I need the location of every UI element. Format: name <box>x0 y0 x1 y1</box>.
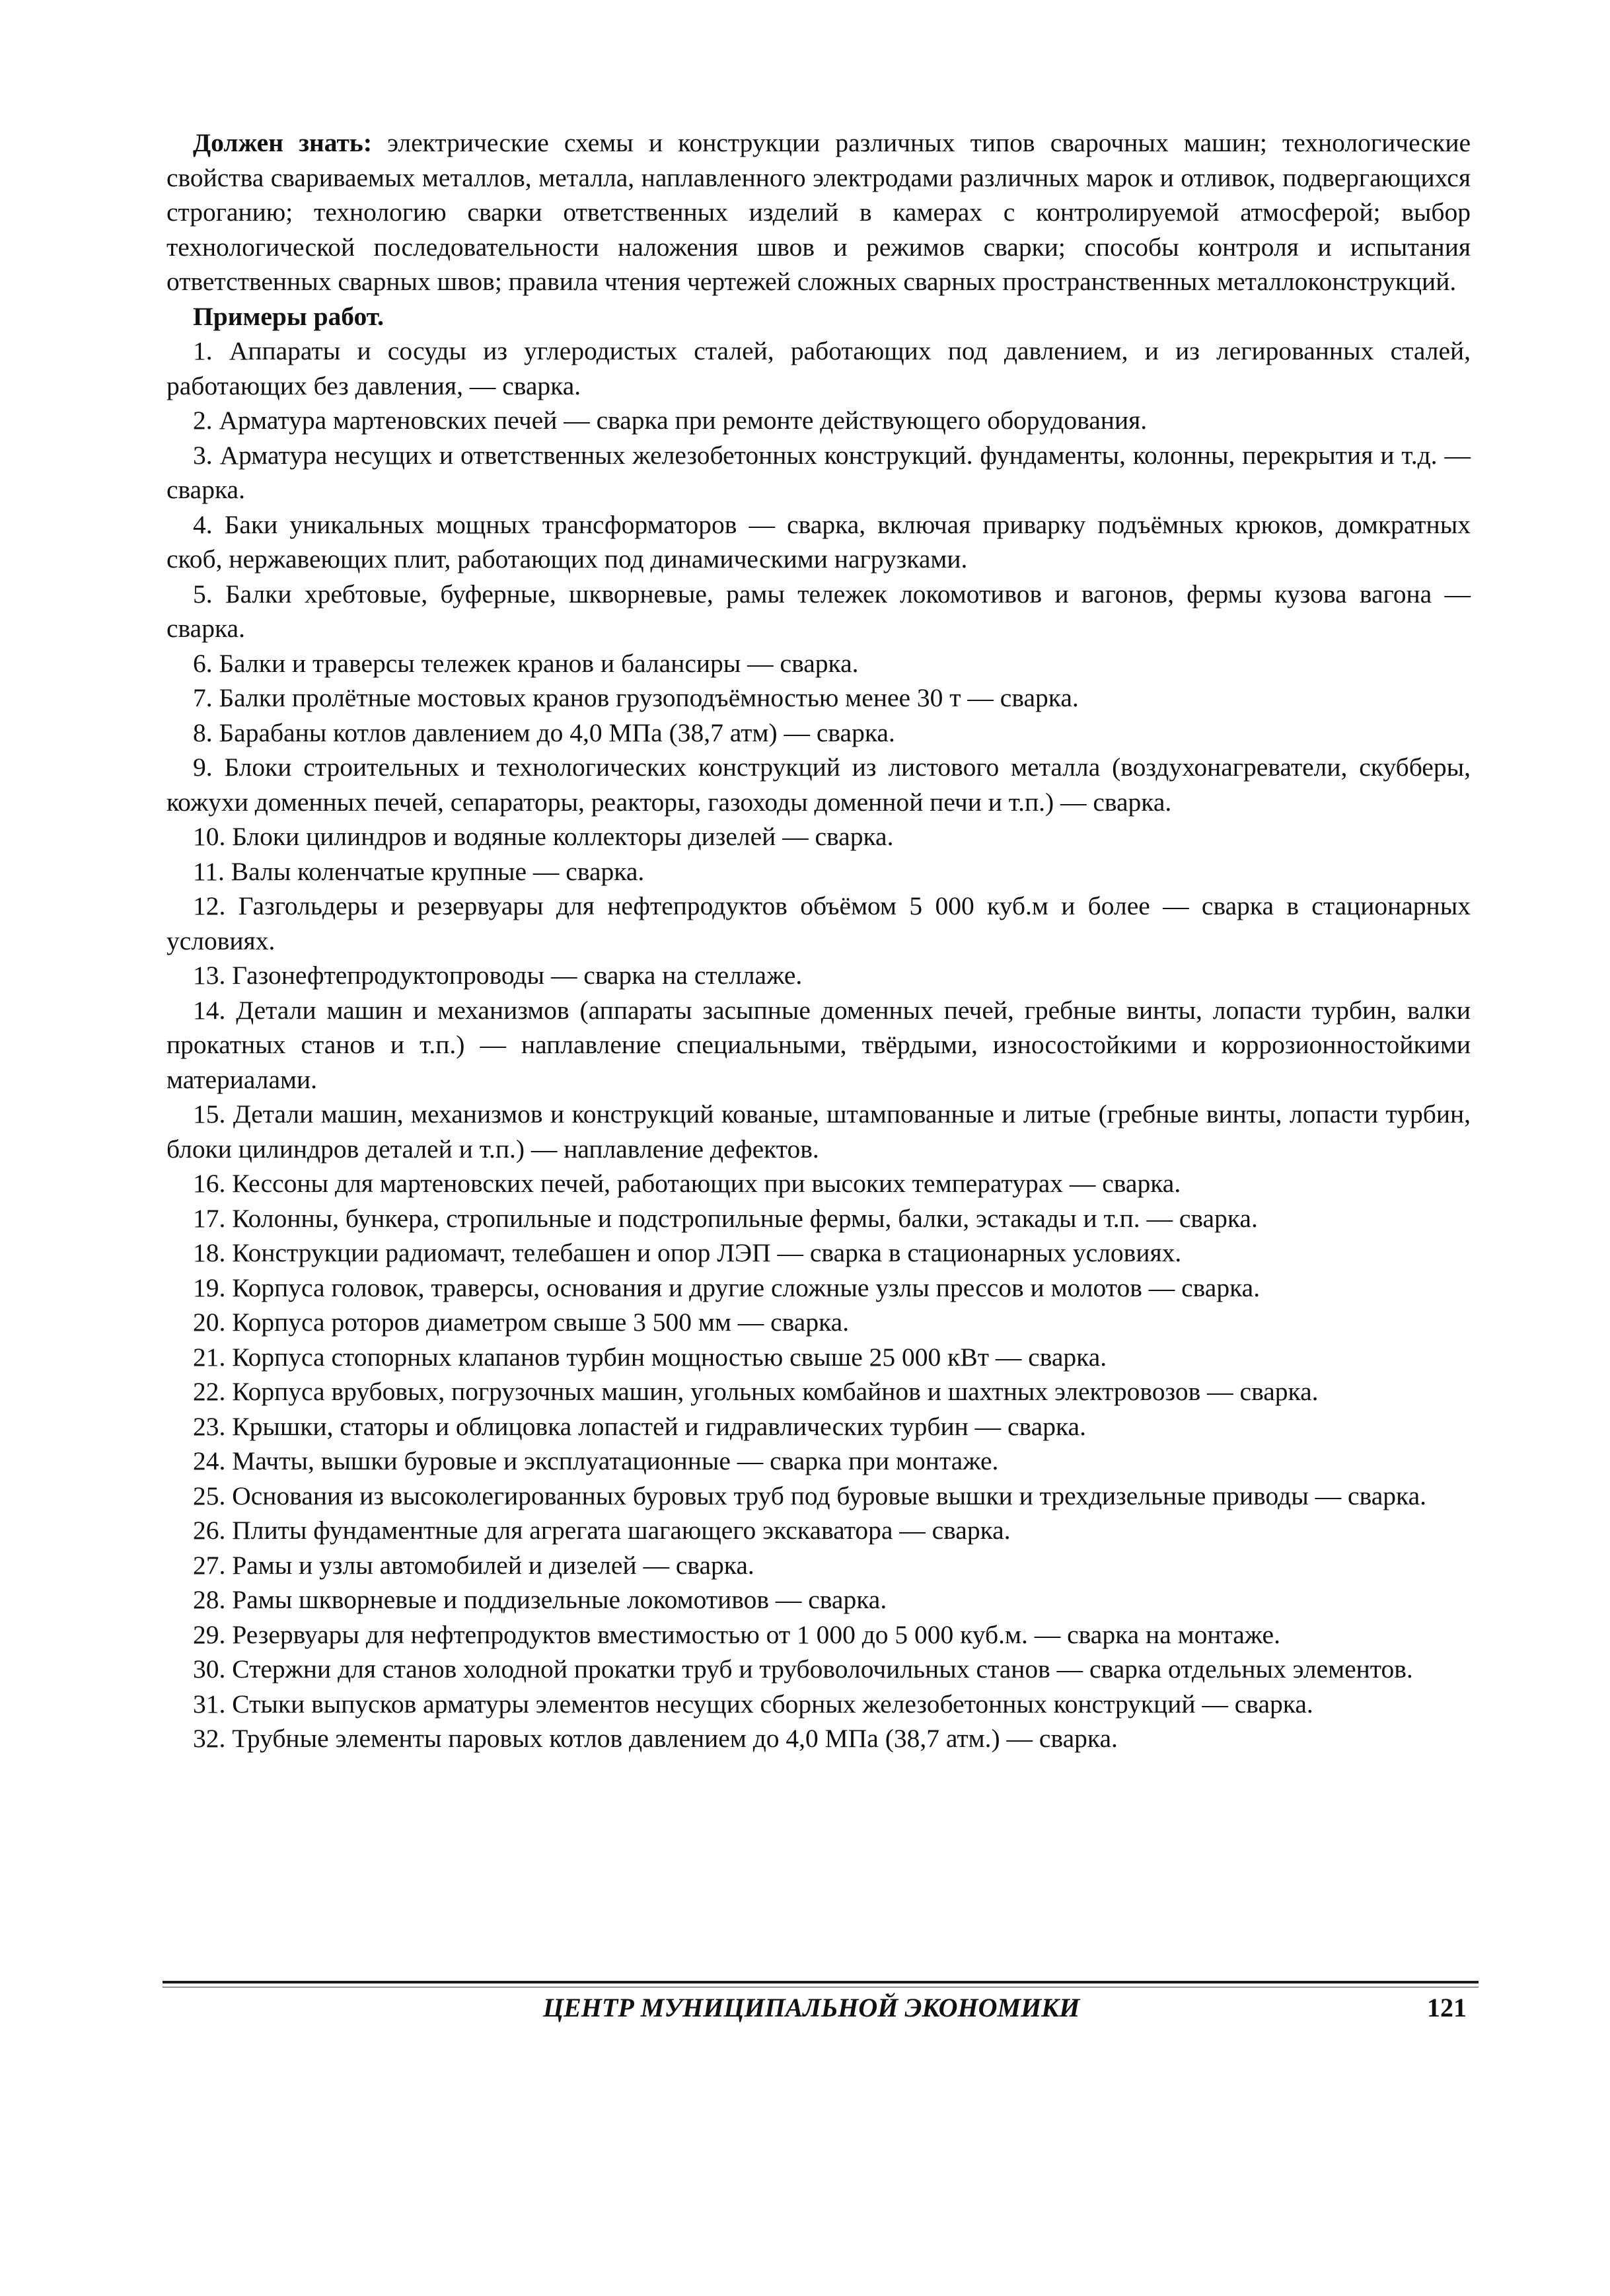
example-item: 26. Плиты фундаментные для агрегата шагающего экскаватора — сварка. <box>193 1516 1011 1545</box>
example-item: 23. Крышки, статоры и облицовка лопастей и гидравлических турбин — сварка. <box>193 1411 1086 1441</box>
example-item: 14. Детали машин и механизмов (аппараты засыпные доменных печей, гребные винты, лопасти турбин, валки прокатных станов и т.п.) — наплавление специальными, твёрдыми, износостойкими и коррозионностойкими материалами. <box>166 995 1471 1094</box>
footer-rule <box>163 1981 1479 1983</box>
example-item: 9. Блоки строительных и технологических конструкций из листового металла (воздухонагреватели, скубберы, кожухи доменных печей, сепараторы, реакторы, газоходы доменной печи и т.п.) — сварка. <box>166 753 1471 817</box>
knowledge-paragraph <box>166 126 1471 299</box>
main-text <box>166 126 1471 1756</box>
example-item: 7. Балки пролётные мостовых кранов грузоподъёмностью менее 30 т — сварка. <box>193 683 1079 712</box>
example-item: 27. Рамы и узлы автомобилей и дизелей — сварка. <box>193 1550 754 1580</box>
example-item: 25. Основания из высоколегированных буровых труб под буровые вышки и трехдизельные приводы — сварка. <box>193 1481 1426 1510</box>
example-item: 6. Балки и траверсы тележек кранов и балансиры — сварка. <box>193 648 859 678</box>
example-item: 5. Балки хребтовые, буферные, шкворневые, рамы тележек локомотивов и вагонов, фермы кузова вагона — сварка. <box>166 579 1471 643</box>
example-item: 4. Баки уникальных мощных трансформаторов — сварка, включая приварку подъёмных крюков, домкратных скоб, нержавеющих плит, работающих под динамическими нагрузками. <box>166 509 1471 574</box>
example-item: 10. Блоки цилиндров и водяные коллекторы дизелей — сварка. <box>193 822 894 851</box>
example-item: 29. Резервуары для нефтепродуктов вместимостью от 1 000 до 5 000 куб.м. — сварка на монтаже. <box>193 1619 1280 1649</box>
example-item: 3. Арматура несущих и ответственных железобетонных конструкций. фундаменты, колонны, перекрытия и т.д. — сварка. <box>166 440 1471 504</box>
example-item: 19. Корпуса головок, траверсы, основания и другие сложные узлы прессов и молотов — сварка. <box>193 1273 1261 1302</box>
example-item: 24. Мачты, вышки буровые и эксплуатационные — сварка при монтаже. <box>193 1446 999 1475</box>
examples-list <box>166 334 1471 1756</box>
example-item: 31. Стыки выпусков арматуры элементов несущих сборных железобетонных конструкций — сварка. <box>193 1689 1313 1719</box>
example-item: 11. Валы коленчатые крупные — сварка. <box>193 856 645 886</box>
footer-title: ЦЕНТР МУНИЦИПАЛЬНОЙ ЭКОНОМИКИ <box>543 1993 1080 2022</box>
example-item: 18. Конструкции радиомачт, телебашен и опор ЛЭП — сварка в стационарных условиях. <box>193 1238 1182 1267</box>
example-item: 17. Колонны, бункера, стропильные и подстропильные фермы, балки, эстакады и т.п. — сварка. <box>193 1203 1258 1233</box>
example-item: 32. Трубные элементы паровых котлов давлением до 4,0 МПа (38,7 атм.) — сварка. <box>193 1724 1118 1753</box>
examples-heading: Примеры работ. <box>193 301 384 331</box>
page-number: 121 <box>1427 1993 1467 2022</box>
example-item: 16. Кессоны для мартеновских печей, работающих при высоких температурах — сварка. <box>193 1169 1181 1198</box>
example-item: 13. Газонефтепродуктопроводы — сварка на стеллаже. <box>193 961 803 990</box>
example-item: 20. Корпуса роторов диаметром свыше 3 500 мм — сварка. <box>193 1308 850 1337</box>
example-item: 30. Стержни для станов холодной прокатки труб и трубоволочильных станов — сварка отдельных элементов. <box>193 1654 1413 1684</box>
example-item: 12. Газгольдеры и резервуары для нефтепродуктов объёмом 5 000 куб.м и более — сварка в стационарных условиях. <box>166 891 1471 955</box>
knowledge-text: электрические схемы и конструкции различных типов сварочных машин; технологические свойства свариваемых металлов, металла, наплавленного электродами различных марок и отливок, подвергающихся строганию; технологию сварки ответственных изделий в камерах с контролируемой атмосферой; выбор технологической последовательности наложения швов и режимов сварки; способы контроля и испытания ответственных сварных швов; правила чтения чертежей сложных сварных пространственных металлоконструкций. <box>166 128 1471 296</box>
example-item: 15. Детали машин, механизмов и конструкций кованые, штампованные и литые (гребные винты, лопасти турбин, блоки цилиндров деталей и т.п.) — наплавление дефектов. <box>166 1099 1471 1164</box>
example-item: 21. Корпуса стопорных клапанов турбин мощностью свыше 25 000 кВт — сварка. <box>193 1342 1107 1372</box>
example-item: 22. Корпуса врубовых, погрузочных машин, угольных комбайнов и шахтных электровозов — сварка. <box>193 1377 1319 1406</box>
example-item: 8. Барабаны котлов давлением до 4,0 МПа (38,7 атм) — сварка. <box>193 718 895 747</box>
example-item: 2. Арматура мартеновских печей — сварка при ремонте действующего оборудования. <box>193 406 1148 435</box>
example-item: 1. Аппараты и сосуды из углеродистых сталей, работающих под давлением, и из легированных сталей, работающих без давления, — сварка. <box>166 336 1471 400</box>
example-item: 28. Рамы шкворневые и поддизельные локомотивов — сварка. <box>193 1585 887 1614</box>
knowledge-label: Должен знать: <box>193 128 372 157</box>
